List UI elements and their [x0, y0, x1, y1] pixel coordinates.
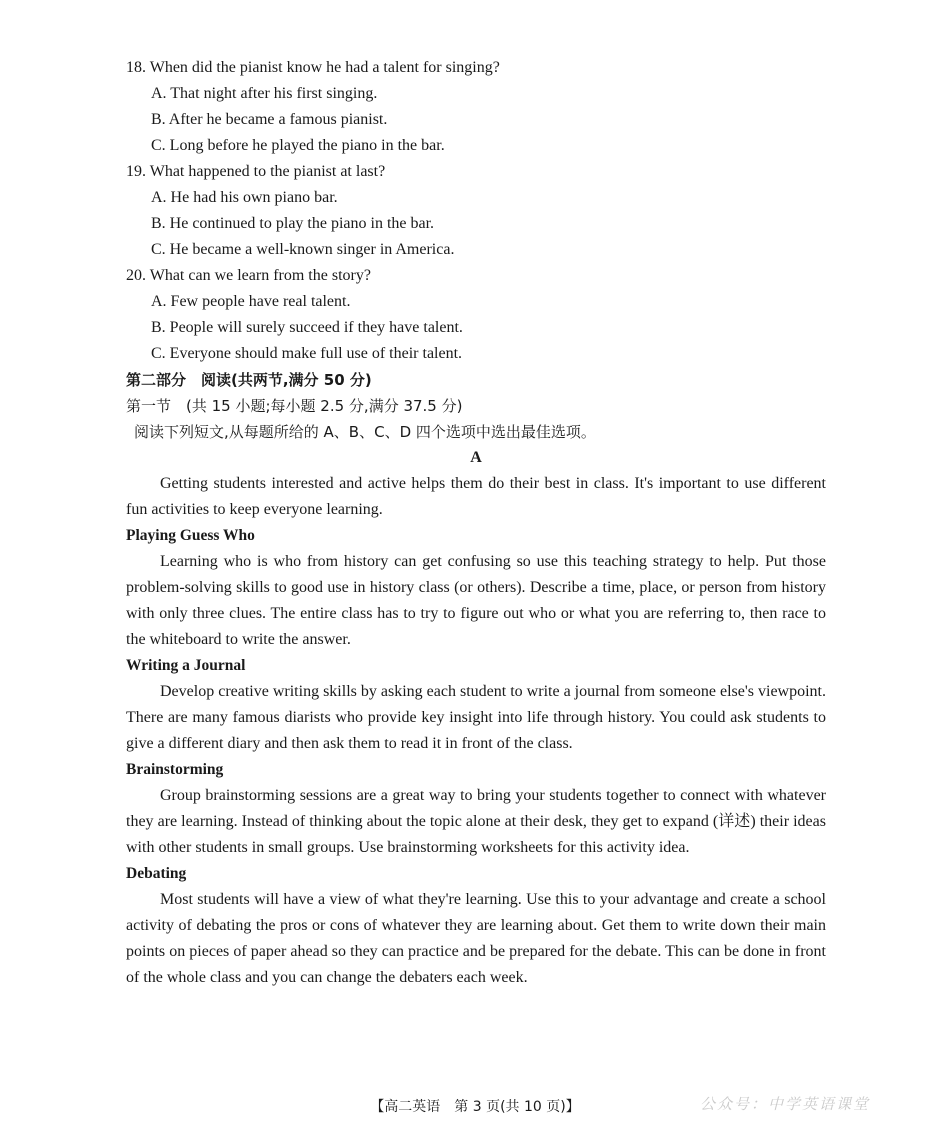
- exam-page: [126, 55, 826, 991]
- section-paragraph: Group brainstorming sessions are a great way to bring your students together to connect with whatever they are learning. Instead of thinking about the topic alone at their desk, they get to expand (详述) their ideas with other students in small groups. Use brainstorming worksheets for this activity idea.: [126, 787, 826, 856]
- section-paragraph: Develop creative writing skills by asking each student to write a journal from someone else's viewpoint. There are many famous diarists who provide key insight into life through history. You could ask students to give a different diary and then ask them to read it in front of the class.: [126, 683, 826, 752]
- section-paragraph: Most students will have a view of what they're learning. Use this to your advantage and create a school activity of debating the pros or cons of whatever they are learning about. Get them to write down their main points on pieces of paper ahead so they can practice and be prepared for the debate. This can be done in front of the whole class and you can change the debaters each week.: [126, 891, 826, 986]
- section-paragraph: Learning who is who from history can get confusing so use this teaching strategy to help. Put those problem-solving skills to good use in history class (or others). Describe a time, place, or person from history with only three clues. The entire class has to try to figure out who or what you are referring to, then race to the whiteboard to write the answer.: [126, 553, 826, 648]
- option-a: A. He had his own piano bar.: [151, 189, 338, 206]
- question-18: [126, 55, 826, 159]
- part-title: 第二部分 阅读(共两节,满分 50 分): [126, 371, 372, 389]
- page-footer: 【高二英语 第 3 页(共 10 页)】: [370, 1099, 580, 1115]
- option-b: B. After he became a famous pianist.: [151, 111, 388, 128]
- section-heading: Debating: [126, 865, 187, 882]
- section-heading: Brainstorming: [126, 761, 224, 778]
- section-heading: Playing Guess Who: [126, 527, 255, 544]
- question-stem: 19. What happened to the pianist at last?: [126, 163, 386, 180]
- option-c: C. He became a well-known singer in America.: [151, 241, 455, 258]
- watermark: 公众号：中学英语课堂: [700, 1095, 871, 1113]
- passage-label: A: [470, 449, 482, 466]
- section-title: 第一节 (共 15 小题;每小题 2.5 分,满分 37.5 分): [126, 397, 463, 415]
- option-c: C. Everyone should make full use of their talent.: [151, 345, 463, 362]
- question-stem: 20. What can we learn from the story?: [126, 267, 371, 284]
- passage-intro: Getting students interested and active helps them do their best in class. It's important to use different fun activities to keep everyone learning.: [126, 475, 826, 518]
- option-a: A. That night after his first singing.: [151, 85, 378, 102]
- option-a: A. Few people have real talent.: [151, 293, 351, 310]
- question-20: [126, 263, 826, 367]
- option-c: C. Long before he played the piano in the bar.: [151, 137, 445, 154]
- section-heading: Writing a Journal: [126, 657, 246, 674]
- question-19: [126, 159, 826, 263]
- option-b: B. People will surely succeed if they have talent.: [151, 319, 463, 336]
- question-stem: 18. When did the pianist know he had a talent for singing?: [126, 59, 500, 76]
- option-b: B. He continued to play the piano in the bar.: [151, 215, 435, 232]
- instruction-text: 阅读下列短文,从每题所给的 A、B、C、D 四个选项中选出最佳选项。: [134, 423, 596, 441]
